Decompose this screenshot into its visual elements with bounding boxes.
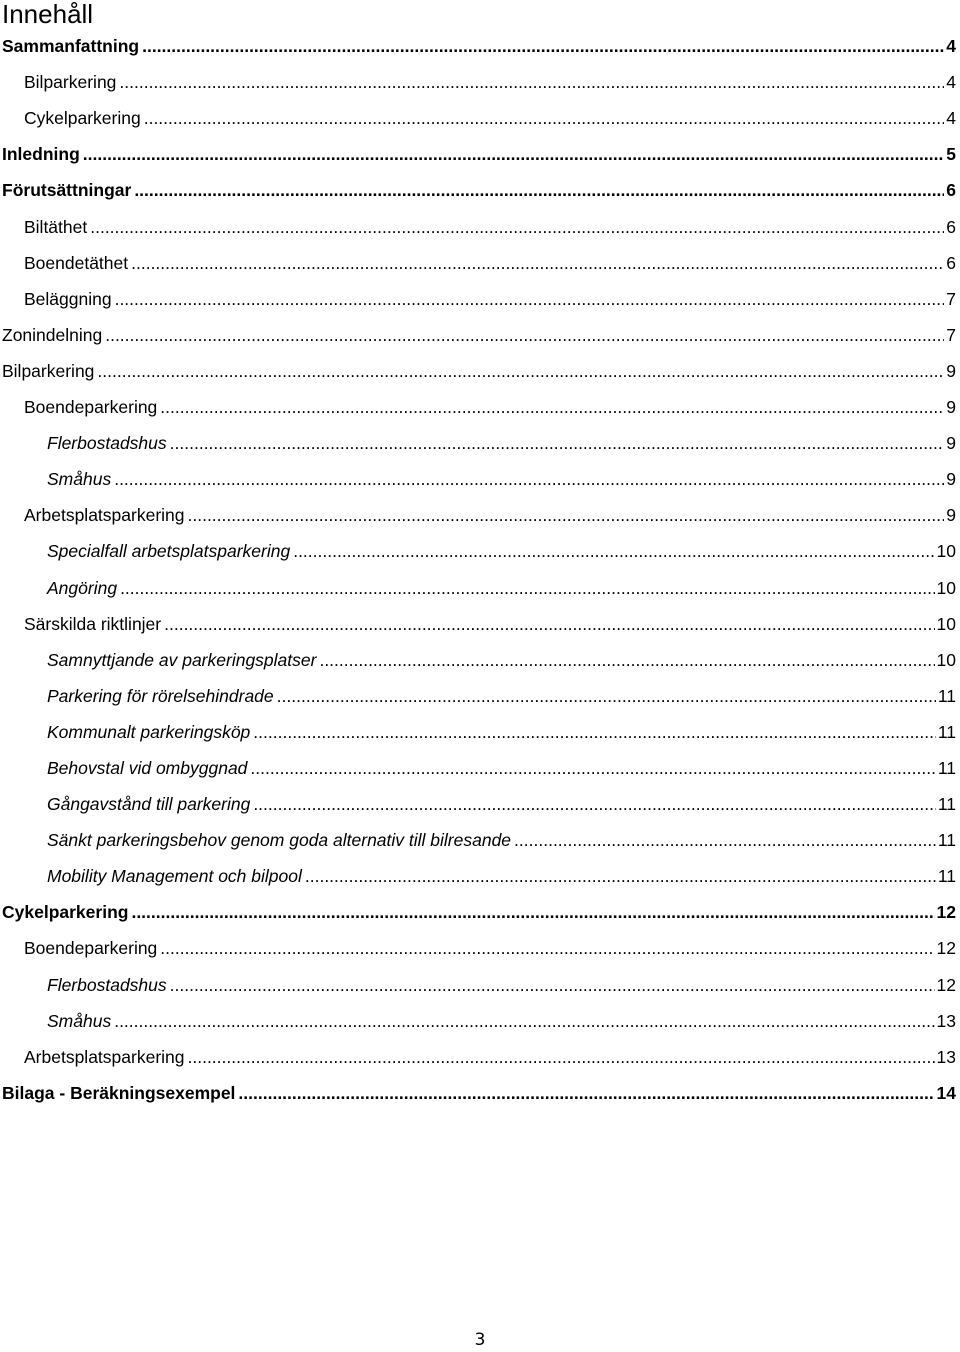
dot-leader xyxy=(514,830,936,856)
dot-leader xyxy=(83,144,944,170)
dot-leader xyxy=(319,650,934,676)
toc-entry-page: 4 xyxy=(946,72,956,93)
toc-entry-label: Zonindelning xyxy=(2,324,103,345)
toc-entry[interactable] xyxy=(0,748,960,784)
toc-entry-label: Bilparkering xyxy=(2,360,95,381)
toc-entry[interactable] xyxy=(0,567,960,603)
toc-title: Innehåll xyxy=(2,0,94,29)
dot-leader xyxy=(188,505,945,531)
toc-entry-page: 11 xyxy=(937,757,956,778)
toc-entry[interactable] xyxy=(0,1001,960,1037)
toc-entry-label: Behovstal vid ombyggnad xyxy=(47,757,248,778)
toc-entry-label: Flerbostadshus xyxy=(47,974,167,995)
toc-entry-label: Cykelparkering xyxy=(24,108,141,129)
table-of-contents xyxy=(0,26,960,1109)
toc-entry-page: 4 xyxy=(946,108,956,129)
toc-entry[interactable] xyxy=(0,1037,960,1073)
toc-entry-page: 12 xyxy=(936,902,956,923)
dot-leader xyxy=(170,975,935,1001)
toc-entry-label: Flerbostadshus xyxy=(47,433,167,454)
toc-entry-label: Boendeparkering xyxy=(24,938,158,959)
toc-entry[interactable] xyxy=(0,387,960,423)
toc-entry-page: 11 xyxy=(937,721,956,742)
toc-entry[interactable] xyxy=(0,170,960,206)
toc-entry-label: Arbetsplatsparkering xyxy=(24,1046,185,1067)
toc-entry-label: Kommunalt parkeringsköp xyxy=(47,721,251,742)
toc-entry-page: 11 xyxy=(937,794,956,815)
dot-leader xyxy=(131,253,944,279)
dot-leader xyxy=(120,578,934,604)
toc-entry-page: 9 xyxy=(946,433,956,454)
dot-leader xyxy=(305,866,936,892)
toc-entry-label: Boendetäthet xyxy=(24,252,129,273)
toc-entry-page: 9 xyxy=(946,469,956,490)
dot-leader xyxy=(114,1011,934,1037)
toc-entry[interactable] xyxy=(0,315,960,351)
toc-entry[interactable] xyxy=(0,531,960,567)
toc-entry[interactable] xyxy=(0,892,960,928)
dot-leader xyxy=(97,361,944,387)
dot-leader xyxy=(188,1047,935,1073)
dot-leader xyxy=(277,686,936,712)
toc-entry[interactable] xyxy=(0,423,960,459)
toc-entry-label: Angöring xyxy=(47,577,118,598)
toc-entry[interactable] xyxy=(0,459,960,495)
toc-entry[interactable] xyxy=(0,1073,960,1109)
toc-entry[interactable] xyxy=(0,784,960,820)
dot-leader xyxy=(105,325,944,351)
dot-leader xyxy=(90,217,944,243)
toc-entry-label: Biltäthet xyxy=(24,216,88,237)
toc-entry-label: Särskilda riktlinjer xyxy=(24,613,162,634)
dot-leader xyxy=(114,469,944,495)
dot-leader xyxy=(293,541,934,567)
toc-entry-page: 11 xyxy=(937,685,956,706)
toc-entry[interactable] xyxy=(0,134,960,170)
toc-entry-label: Boendeparkering xyxy=(24,397,158,418)
dot-leader xyxy=(170,433,945,459)
toc-entry-label: Parkering för rörelsehindrade xyxy=(47,685,274,706)
toc-entry[interactable] xyxy=(0,928,960,964)
toc-entry[interactable] xyxy=(0,676,960,712)
toc-entry[interactable] xyxy=(0,351,960,387)
toc-entry-page: 11 xyxy=(937,866,956,887)
toc-entry-page: 9 xyxy=(946,505,956,526)
toc-entry-page: 10 xyxy=(936,541,956,562)
toc-entry[interactable] xyxy=(0,206,960,242)
toc-entry-label: Småhus xyxy=(47,469,112,490)
toc-entry[interactable] xyxy=(0,712,960,748)
dot-leader xyxy=(144,108,945,134)
toc-entry-page: 7 xyxy=(946,288,956,309)
dot-leader xyxy=(160,397,944,423)
toc-entry-page: 7 xyxy=(946,324,956,345)
toc-entry-page: 12 xyxy=(936,974,956,995)
toc-entry-label: Småhus xyxy=(47,1010,112,1031)
toc-entry[interactable] xyxy=(0,26,960,62)
dot-leader xyxy=(134,180,944,206)
dot-leader xyxy=(253,722,936,748)
dot-leader xyxy=(250,758,935,784)
dot-leader xyxy=(160,938,934,964)
dot-leader xyxy=(164,614,934,640)
toc-entry-page: 10 xyxy=(936,613,956,634)
dot-leader xyxy=(115,289,945,315)
toc-entry[interactable] xyxy=(0,964,960,1000)
toc-entry-page: 14 xyxy=(936,1082,956,1103)
toc-entry-page: 9 xyxy=(946,397,956,418)
toc-entry[interactable] xyxy=(0,604,960,640)
toc-entry[interactable] xyxy=(0,495,960,531)
toc-entry[interactable] xyxy=(0,820,960,856)
toc-entry-label: Specialfall arbetsplatsparkering xyxy=(47,541,291,562)
toc-entry-label: Sänkt parkeringsbehov genom goda alternativ till bilresande xyxy=(47,830,512,851)
toc-entry-label: Inledning xyxy=(2,144,80,165)
dot-leader xyxy=(119,72,944,98)
toc-entry-label: Gångavstånd till parkering xyxy=(47,794,251,815)
toc-entry-label: Förutsättningar xyxy=(2,180,132,201)
toc-entry-label: Bilparkering xyxy=(24,72,117,93)
dot-leader xyxy=(142,36,944,62)
toc-entry-page: 10 xyxy=(936,577,956,598)
page-number: 3 xyxy=(474,1330,486,1350)
toc-entry-page: 13 xyxy=(936,1046,956,1067)
toc-entry-page: 11 xyxy=(937,830,956,851)
toc-entry-label: Arbetsplatsparkering xyxy=(24,505,185,526)
toc-entry-page: 13 xyxy=(936,1010,956,1031)
toc-entry-label: Sammanfattning xyxy=(2,36,140,57)
toc-entry-page: 4 xyxy=(946,36,956,57)
dot-leader xyxy=(238,1083,934,1109)
toc-entry[interactable] xyxy=(0,98,960,134)
toc-entry-label: Mobility Management och bilpool xyxy=(47,866,302,887)
toc-entry[interactable] xyxy=(0,856,960,892)
toc-entry-page: 10 xyxy=(936,649,956,670)
toc-entry-page: 9 xyxy=(946,360,956,381)
toc-entry-page: 6 xyxy=(946,180,956,201)
toc-entry[interactable] xyxy=(0,279,960,315)
toc-entry-label: Bilaga - Beräkningsexempel xyxy=(2,1082,236,1103)
dot-leader xyxy=(253,794,936,820)
toc-entry-page: 6 xyxy=(946,252,956,273)
toc-entry-label: Cykelparkering xyxy=(2,902,129,923)
dot-leader xyxy=(131,902,934,928)
toc-entry-page: 12 xyxy=(936,938,956,959)
toc-entry[interactable] xyxy=(0,243,960,279)
toc-entry[interactable] xyxy=(0,62,960,98)
toc-entry-label: Beläggning xyxy=(24,288,112,309)
toc-entry-page: 5 xyxy=(946,144,956,165)
toc-entry-page: 6 xyxy=(946,216,956,237)
toc-entry-label: Samnyttjande av parkeringsplatser xyxy=(47,649,317,670)
toc-entry[interactable] xyxy=(0,640,960,676)
